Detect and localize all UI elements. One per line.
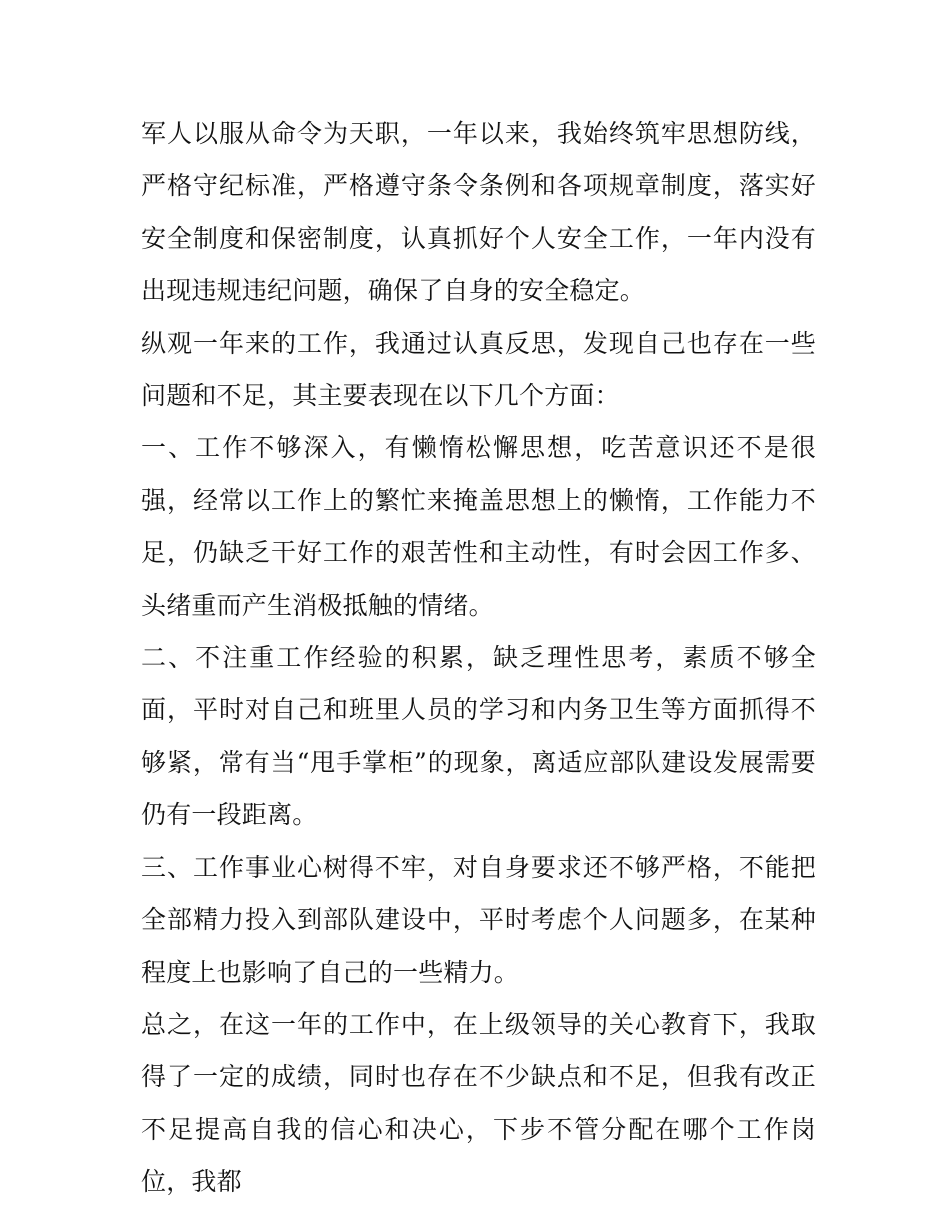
paragraph-issue-three: 三、工作事业心树得不牢，对自身要求还不够严格，不能把全部精力投入到部队建设中，平时考虑个人问题多，在某种程度上也影响了自己的一些精力。 bbox=[141, 852, 816, 987]
paragraph-summary: 总之，在这一年的工作中，在上级领导的关心教育下，我取得了一定的成绩，同时也存在不少缺点和不足，但我有改正不足提高自我的信心和决心，下步不管分配在哪个工作岗位，我都 bbox=[141, 1009, 816, 1197]
paragraph-issue-one: 一、工作不够深入，有懒惰松懈思想，吃苦意识还不是很强，经常以工作上的繁忙来掩盖思想上的懒惰，工作能力不足，仍缺乏干好工作的艰苦性和主动性，有时会因工作多、头绪重而产生消极抵触的情绪。 bbox=[141, 433, 816, 620]
document-body bbox=[141, 108, 816, 1209]
paragraph-reflection-intro: 纵观一年来的工作，我通过认真反思，发现自己也存在一些问题和不足，其主要表现在以下几个方面： bbox=[141, 328, 816, 411]
paragraph-issue-two: 二、不注重工作经验的积累，缺乏理性思考，素质不够全面，平时对自己和班里人员的学习和内务卫生等方面抓得不够紧，常有当“甩手掌柜”的现象，离适应部队建设发展需要仍有一段距离。 bbox=[141, 643, 816, 830]
paragraph-discipline: 军人以服从命令为天职，一年以来，我始终筑牢思想防线，严格守纪标准，严格遵守条令条例和各项规章制度，落实好安全制度和保密制度，认真抓好个人安全工作，一年内没有出现违规违纪问题，确保了自身的安全稳定。 bbox=[141, 119, 816, 306]
